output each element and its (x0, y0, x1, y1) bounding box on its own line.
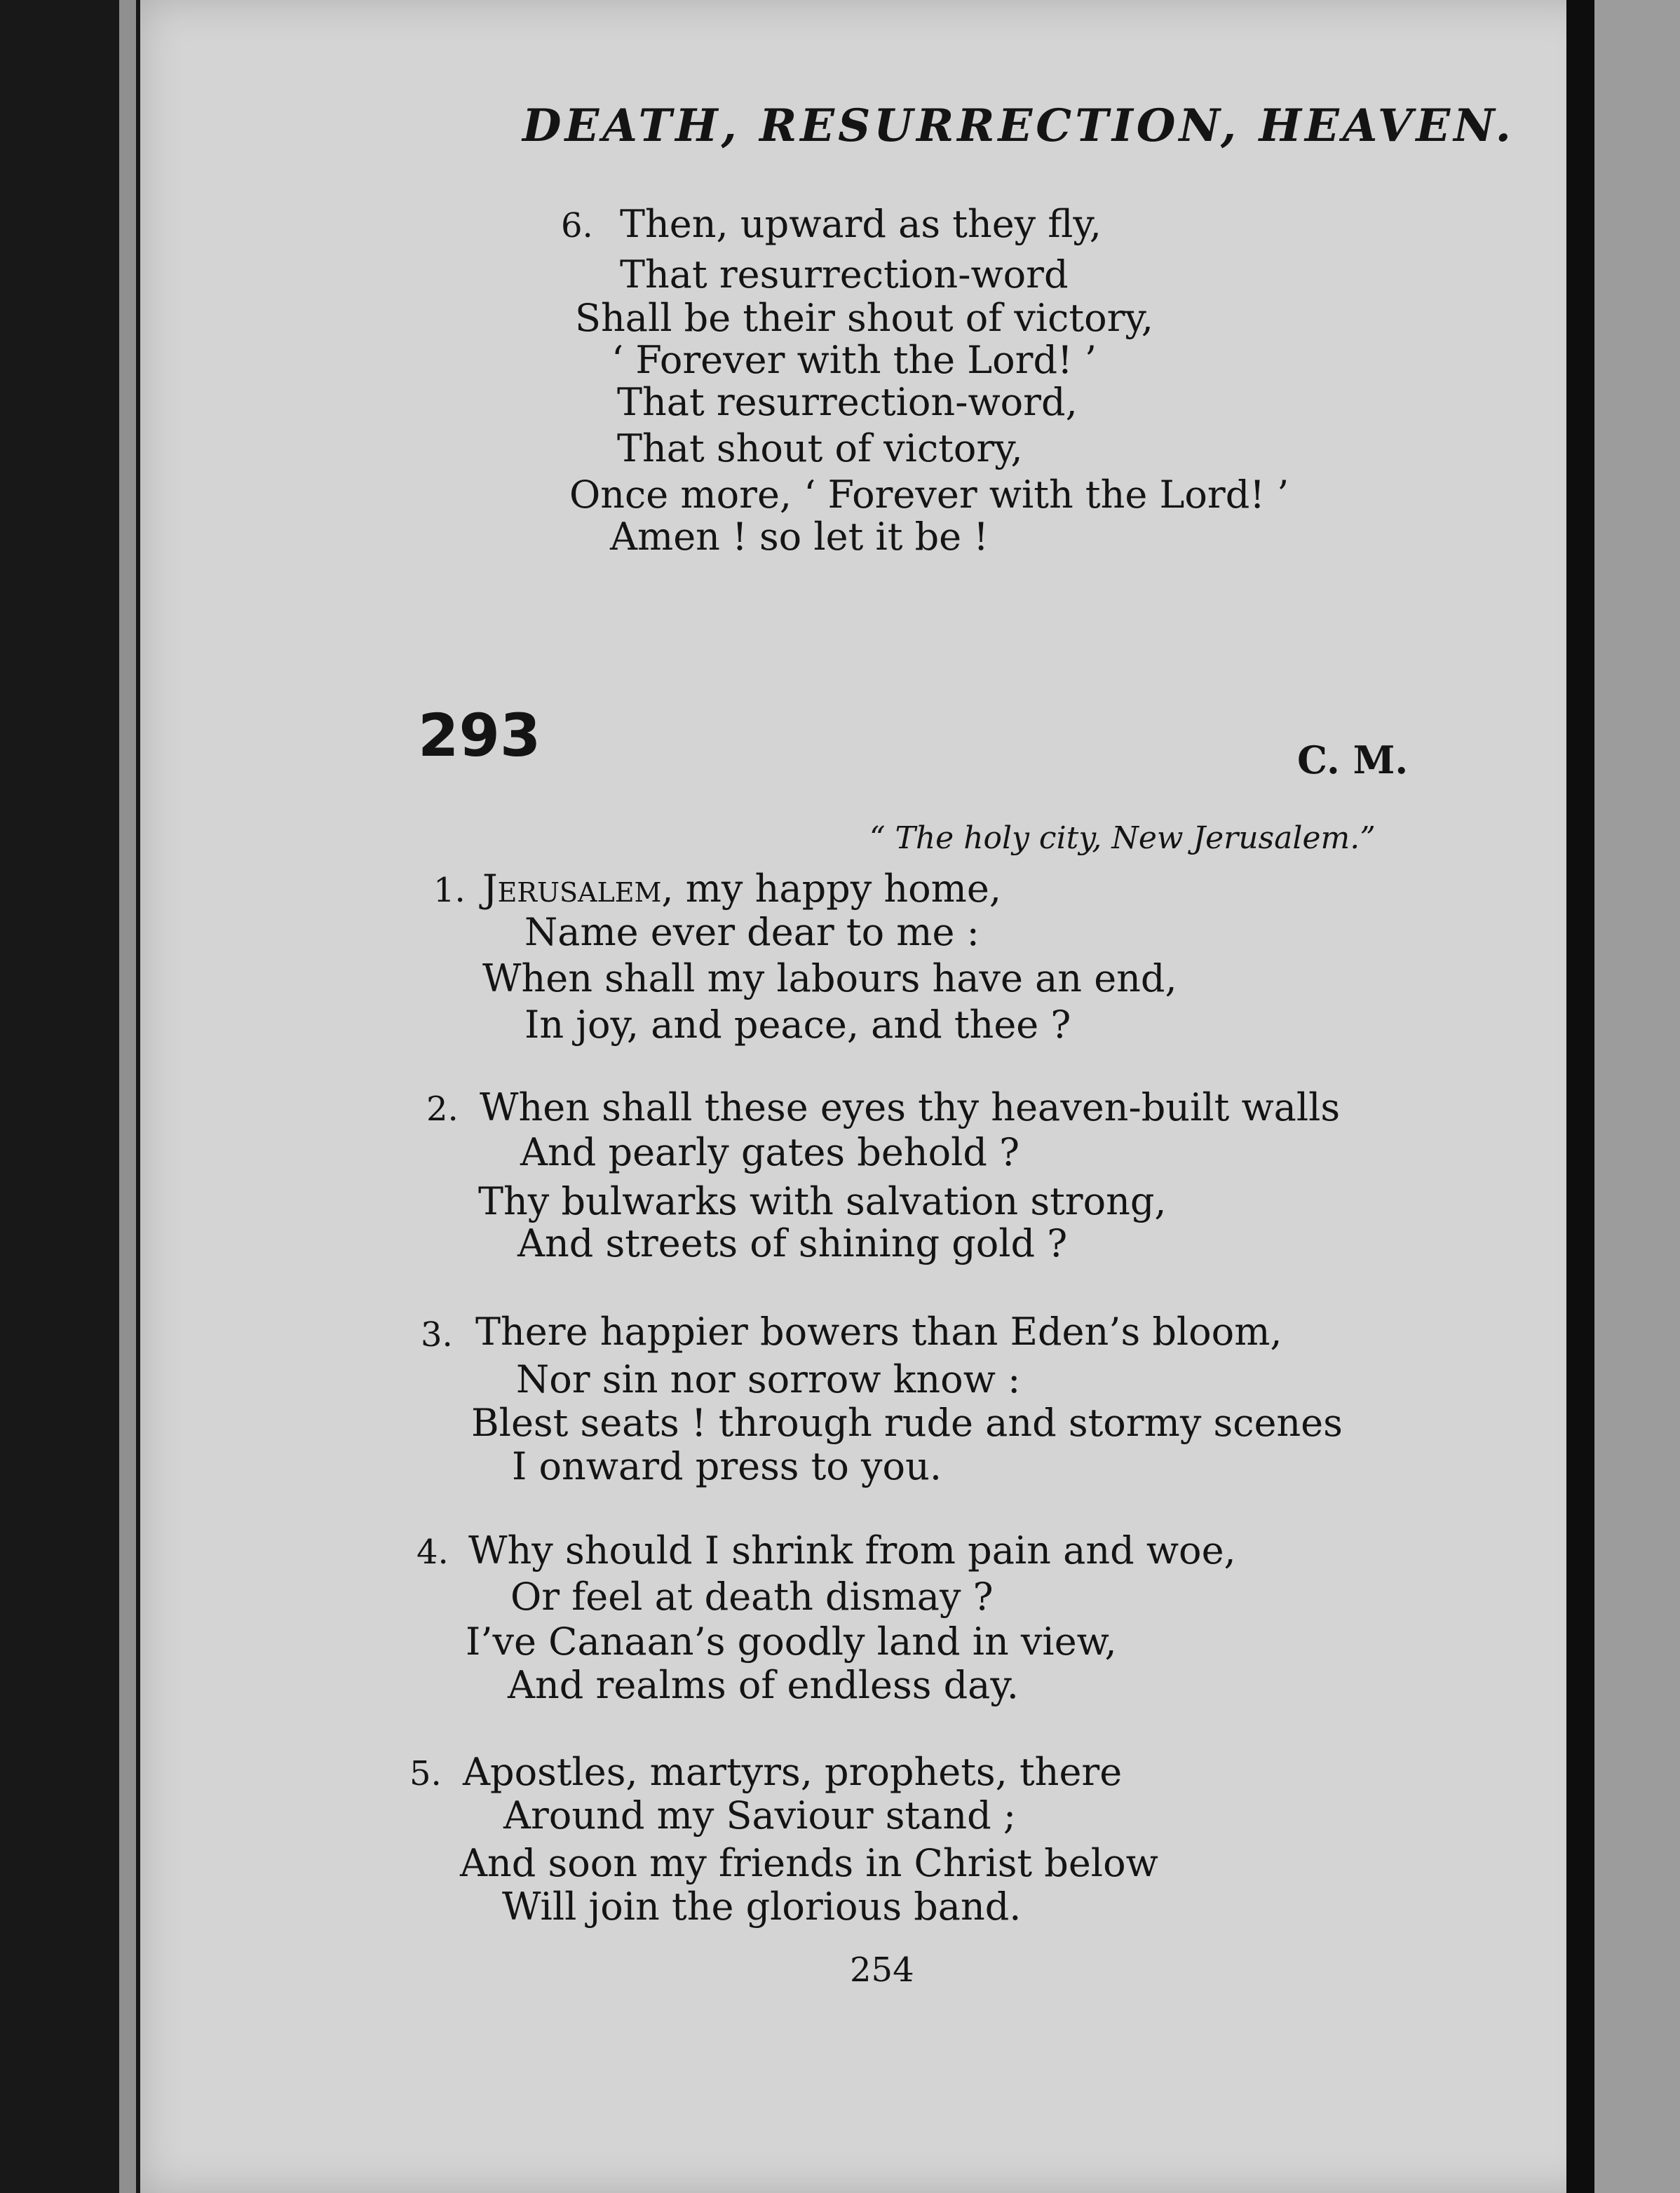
stanza-line: And pearly gates behold ? (520, 1130, 1020, 1174)
page-number: 254 (850, 1950, 914, 1990)
stanza-line: Then, upward as they fly, (620, 202, 1102, 246)
epigraph: “ The holy city, New Jerusalem.” (869, 820, 1376, 856)
stanza-line: ‘ Forever with the Lord! ’ (611, 338, 1097, 382)
facing-page-edge (1594, 0, 1680, 2193)
stanza-number: 2. (426, 1089, 459, 1129)
stanza-line: Name ever dear to me : (524, 910, 980, 954)
stanza-line: Will join the glorious band. (502, 1885, 1022, 1929)
stanza-number: 3. (421, 1315, 453, 1354)
stanza-number: 6. (561, 206, 593, 245)
stanza-line: That resurrection-word, (617, 380, 1078, 424)
stanza-line: I’ve Canaan’s goodly land in view, (466, 1620, 1117, 1664)
stanza-line: Once more, ‘ Forever with the Lord! ’ (569, 473, 1289, 517)
stanza-number: 1. (433, 871, 466, 910)
stanza-line: And realms of endless day. (508, 1663, 1019, 1707)
meter-label: C. M. (1297, 738, 1409, 782)
left-binding-edge (0, 0, 144, 2193)
stanza-line: Around my Saviour stand ; (503, 1793, 1017, 1838)
stanza-line: And streets of shining gold ? (517, 1221, 1068, 1265)
stanza-line: Thy bulwarks with salvation strong, (478, 1179, 1167, 1223)
first-word: Jerusalem (482, 867, 662, 911)
stanza-line: When shall these eyes thy heaven-built walls (480, 1085, 1341, 1129)
stanza-line: In joy, and peace, and thee ? (524, 1003, 1071, 1047)
stanza-line: Amen ! so let it be ! (610, 515, 989, 559)
stanza-line: I onward press to you. (512, 1444, 942, 1488)
running-header: DEATH, RESURRECTION, HEAVEN. (522, 100, 1515, 152)
stanza-number: 5. (409, 1754, 442, 1793)
stanza-line: That resurrection-word (620, 252, 1069, 297)
stanza-line: And soon my friends in Christ below (460, 1841, 1158, 1885)
stanza-line-rest: , my happy home, (661, 867, 1001, 911)
stanza-line: Shall be their shout of victory, (575, 296, 1153, 340)
stanza-line: Apostles, martyrs, prophets, there (463, 1750, 1123, 1794)
stanza-line (482, 868, 1001, 910)
stanza-line: Nor sin nor sorrow know : (516, 1357, 1021, 1401)
stanza-line: Or feel at death dismay ? (510, 1575, 994, 1619)
stanza-line: When shall my labours have an end, (482, 956, 1177, 1000)
hymn-number: 293 (418, 701, 541, 770)
stanza-line: Why should I shrink from pain and woe, (468, 1528, 1236, 1573)
stanza-line: That shout of victory, (617, 426, 1023, 470)
stanza-line: There happier bowers than Eden’s bloom, (475, 1310, 1282, 1354)
stanza-line: Blest seats ! through rude and stormy scenes (471, 1401, 1343, 1445)
stanza-number: 4. (416, 1533, 449, 1572)
gutter-shadow (1566, 0, 1594, 2193)
